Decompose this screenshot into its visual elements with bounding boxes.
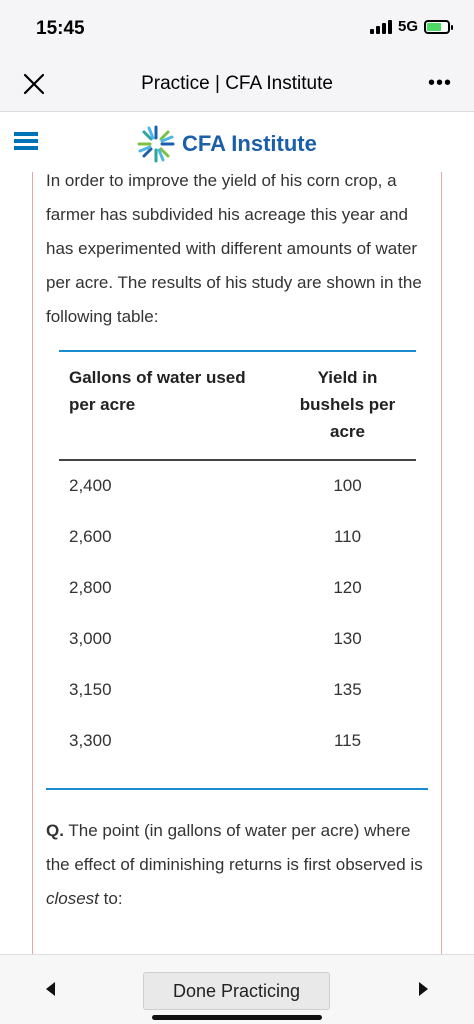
- column-header-gallons: Gallons of water used per acre: [69, 368, 246, 414]
- prompt-emphasis: closest: [46, 889, 99, 908]
- table-row: [59, 511, 416, 562]
- column-header-yield: Yield in bushels per acre: [299, 368, 396, 441]
- question-label: Q.: [46, 821, 64, 840]
- status-time: 15:45: [36, 18, 85, 39]
- cell-yield: 135: [333, 679, 362, 699]
- site-header: [0, 112, 474, 172]
- cfa-logo[interactable]: [136, 124, 317, 164]
- nav-title: Practice | CFA Institute: [141, 73, 333, 94]
- question-text: In order to improve the yield of his corn crop, a farmer has subdivided his acreage this year and has experimented with different amounts of water per acre. The results of his study are shown in the following table:: [46, 172, 422, 326]
- prompt-text: The point (in gallons of water per acre) where the effect of diminishing returns is first observed is: [46, 821, 423, 874]
- more-icon[interactable]: •••: [427, 72, 452, 94]
- table-header-row: [59, 351, 416, 460]
- table-row: [59, 613, 416, 664]
- next-arrow-icon[interactable]: [419, 982, 428, 996]
- table-bottom-rule: [46, 788, 428, 790]
- data-table: [59, 350, 416, 766]
- logo-text: CFA Institute: [182, 131, 317, 156]
- table-row: [59, 715, 416, 766]
- cell-gallons: 2,600: [69, 526, 112, 546]
- network-label: 5G: [397, 18, 418, 35]
- cell-yield: 120: [333, 577, 362, 597]
- cfa-globe-icon: [136, 124, 176, 164]
- status-bar: [0, 0, 474, 56]
- cell-gallons: 3,150: [69, 679, 112, 699]
- prev-arrow-icon[interactable]: [46, 982, 55, 996]
- status-indicators: [370, 18, 450, 35]
- cell-yield: 130: [333, 628, 362, 648]
- battery-icon: [424, 20, 450, 34]
- hamburger-icon[interactable]: [14, 132, 38, 156]
- done-practicing-button[interactable]: Done Practicing: [143, 972, 330, 1010]
- cell-yield: 115: [333, 730, 362, 750]
- signal-icon: [370, 20, 392, 34]
- cell-gallons: 3,000: [69, 628, 112, 648]
- cell-gallons: 3,300: [69, 730, 112, 750]
- table-row: [59, 562, 416, 613]
- question-content: [32, 172, 442, 954]
- home-indicator: [152, 1015, 322, 1020]
- table-row: [59, 460, 416, 511]
- cell-gallons: 2,800: [69, 577, 112, 597]
- nav-bar: [0, 56, 474, 112]
- cell-gallons: 2,400: [69, 476, 112, 495]
- prompt-text-end: to:: [98, 889, 123, 908]
- cell-yield: 110: [333, 526, 362, 546]
- question-prompt: [33, 814, 441, 916]
- bottom-toolbar: [0, 954, 474, 1024]
- table-row: [59, 664, 416, 715]
- cell-yield: 100: [333, 476, 362, 495]
